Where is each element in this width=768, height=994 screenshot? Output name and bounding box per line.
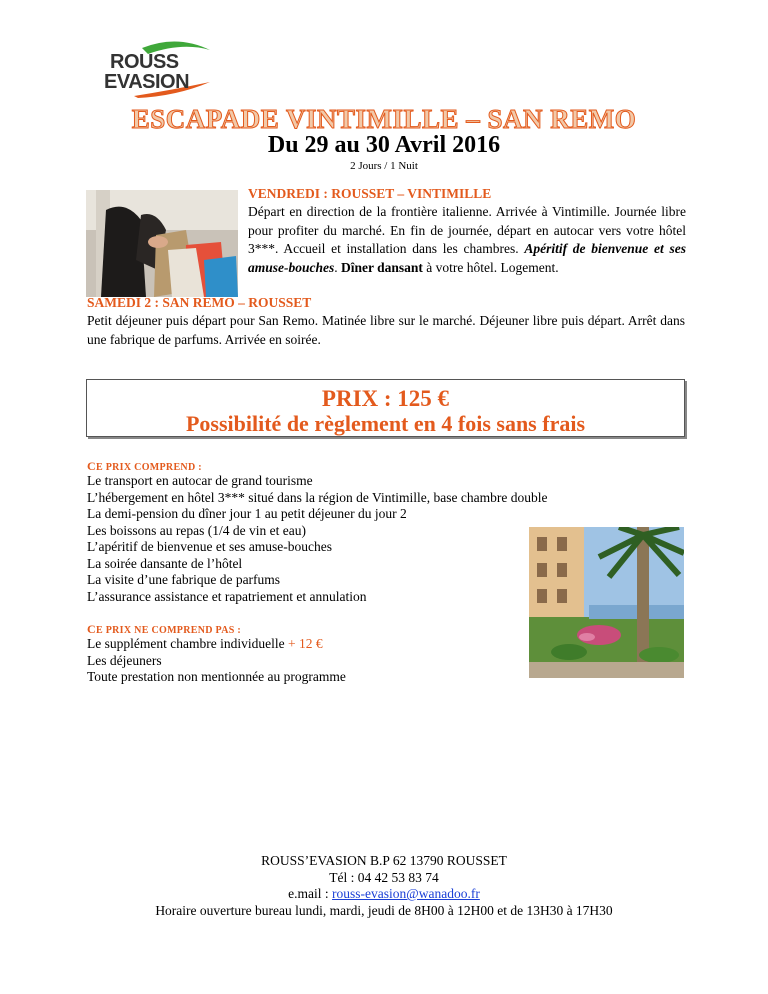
- footer-address: ROUSS’EVASION B.P 62 13790 ROUSSET: [261, 853, 507, 868]
- list-item: Le transport en autocar de grand tourisme: [87, 473, 313, 488]
- excludes-heading-initial: C: [87, 622, 96, 636]
- day1-text-c: .: [334, 259, 338, 275]
- list-item: L’hébergement en hôtel 3*** situé dans la région de Vintimille, base chambre double: [87, 489, 548, 505]
- includes-heading-rest: E PRIX COMPREND :: [95, 462, 202, 473]
- list-item: Les déjeuners: [87, 652, 162, 668]
- list-item: Toute prestation non mentionnée au programme: [87, 669, 346, 684]
- day1-text-e: à votre hôtel. Logement.: [426, 259, 559, 275]
- logo-word-rouss: ROUSS: [110, 51, 179, 73]
- list-item: La soirée dansante de l’hôtel: [87, 555, 243, 571]
- supplement-price: + 12 €: [287, 636, 323, 651]
- price-payment-option: Possibilité de règlement en 4 fois sans frais: [185, 411, 586, 436]
- day1-heading: VENDREDI : ROUSSET – VINTIMILLE: [248, 186, 492, 201]
- footer-email-link[interactable]: rouss-evasion@wanadoo.fr: [332, 886, 480, 901]
- includes-heading: [87, 459, 202, 474]
- excludes-list: [87, 636, 346, 686]
- day2-description: Petit déjeuner puis départ pour San Remo. Matinée libre sur le marché. Déjeuner libre puis départ. Arrêt dans une fabrique de parfums. Arrivée en soirée.: [87, 313, 685, 347]
- day1-aperitif: Apéritif de bienvenue et ses amuse-bouches: [248, 241, 686, 275]
- footer-hours: Horaire ouverture bureau lundi, mardi, jeudi de 8H00 à 12H00 et de 13H30 à 17H30: [155, 902, 613, 918]
- day1-description: [248, 203, 686, 277]
- day1-text-a: Départ en direction de la frontière italienne. Arrivée à Vintimille. Journée libre pour profiter du marché. En fin de journée, départ en autocar vers votre hôtel 3***. Accueil et installation dans les chambres.: [248, 204, 686, 257]
- day2-heading: SAMEDI 2 : SAN REMO – ROUSSET: [87, 295, 312, 310]
- includes-heading-initial: C: [87, 459, 96, 473]
- excludes-heading: [87, 622, 241, 637]
- price-title: PRIX : 125 €: [321, 386, 450, 411]
- logo-word-evasion: EVASION: [104, 71, 190, 93]
- list-item: La demi-pension du dîner jour 1 au petit déjeuner du jour 2: [87, 506, 407, 521]
- footer-phone: Tél : 04 42 53 83 74: [329, 869, 439, 885]
- excludes-heading-rest: E PRIX NE COMPREND PAS :: [95, 625, 242, 636]
- day1-dinner: Dîner dansant: [341, 259, 423, 275]
- list-item: La visite d’une fabrique de parfums: [87, 572, 281, 587]
- footer-email-line: [0, 886, 768, 903]
- san-remo-palm-photo: [529, 527, 684, 678]
- list-item-supplement: [87, 636, 346, 653]
- list-item: L’assurance assistance et rapatriement et annulation: [87, 588, 367, 604]
- supplement-label: Le supplément chambre individuelle: [87, 636, 285, 651]
- list-item: L’apéritif de bienvenue et ses amuse-bouches: [87, 539, 333, 554]
- trip-duration: 2 Jours / 1 Nuit: [350, 160, 418, 172]
- page-title: ESCAPADE VINTIMILLE – SAN REMO: [131, 104, 637, 134]
- trip-dates: Du 29 au 30 Avril 2016: [267, 132, 501, 158]
- rouss-evasion-logo: [104, 40, 214, 100]
- shopping-bags-photo: [86, 190, 238, 297]
- price-box: [86, 379, 685, 437]
- footer-contact: [0, 853, 768, 919]
- includes-list: [87, 473, 547, 605]
- list-item: Les boissons au repas (1/4 de vin et eau): [87, 522, 306, 538]
- footer-email-label: e.mail :: [288, 886, 329, 901]
